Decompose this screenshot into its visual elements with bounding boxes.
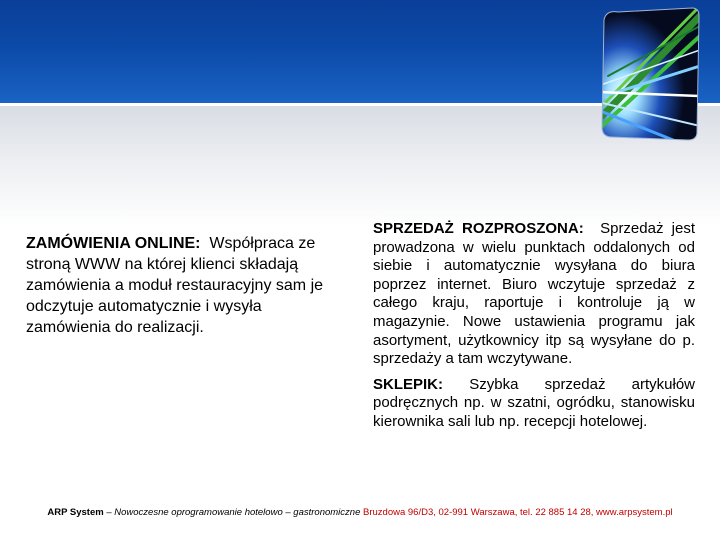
- shop-text: Szybka sprzedaż artykułów podręcznych np. w szatni, ogródku, stanowisku kierownika sali lub np. recepcji hotelowej.: [373, 375, 696, 430]
- light-streak-logo-icon: [598, 6, 700, 142]
- shop-heading: SKLEPIK:: [373, 375, 444, 393]
- footer: [0, 507, 720, 518]
- distributed-sales-heading: SPRZEDAŻ ROZPROSZONA:: [373, 220, 584, 237]
- online-orders-heading: ZAMÓWIENIA ONLINE:: [26, 235, 201, 252]
- footer-tagline: – Nowoczesne oprogramowanie hotelowo – gastronomiczne: [106, 507, 361, 518]
- footer-address: Bruzdowa 96/D3, 02-991 Warszawa, tel. 22 885 14 28, www.arpsystem.pl: [363, 507, 673, 518]
- online-orders-block: [26, 233, 348, 338]
- distributed-sales-block: [373, 220, 695, 439]
- distributed-sales-text: Sprzedaż jest prowadzona w wielu punktach oddalonych od siebie i automatycznie wysyłana do biura poprzez internet. Biuro wczytuje sprzedaż z całego kraju, raportuje i kontroluje ją w magazynie. Nowe ustawienia programu jak asortyment, użytkownicy itp są wysyłane do p. sprzedaży a tam wczytywane.: [373, 220, 695, 368]
- footer-company: ARP System: [47, 507, 104, 518]
- online-orders-text: Współpraca ze stroną WWW na której klienci składają zamówienia a moduł restauracyjny sam je odczytuje automatycznie i wysyła zamówienia do realizacji.: [26, 235, 324, 336]
